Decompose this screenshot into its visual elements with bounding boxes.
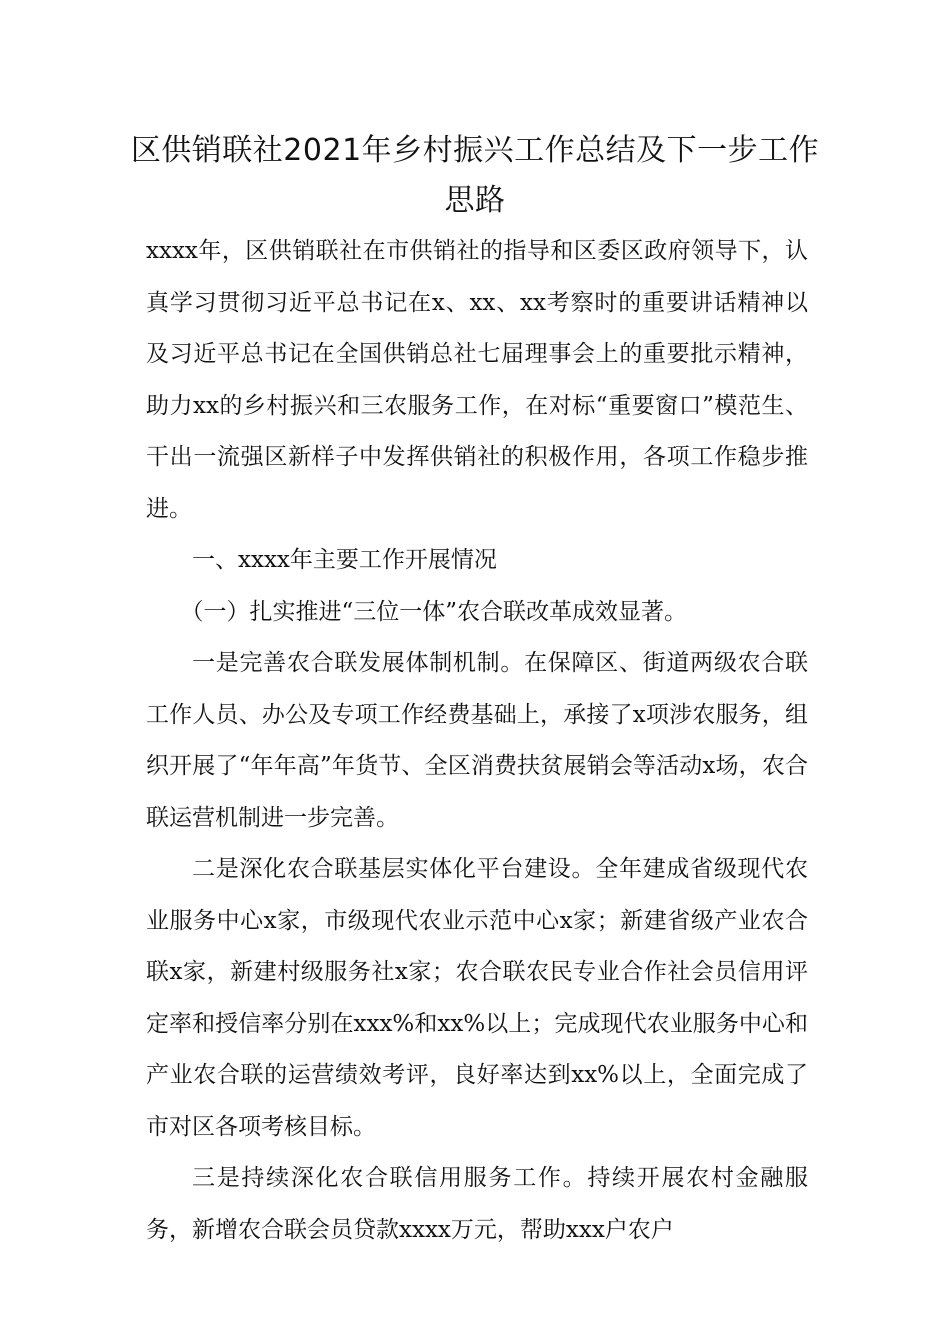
subsection-heading: （一）扎实推进“三位一体”农合联改革成效显著。 bbox=[180, 598, 688, 625]
intro-paragraph: xxxx年，区供销联社在市供销社的指导和区委区政府领导下，认真学习贯彻习近平总书记在x、xx、xx考察时的重要讲话精神以及习近平总书记在全国供销总社七届理事会上的重要批示精神，助力xx的乡村振兴和三农服务工作，在对标“重要窗口”模范生、干出一流强区新样子中发挥供销社的积极作用，各项工作稳步推进。 bbox=[146, 238, 808, 522]
body-paragraph-1: 一是完善农合联发展体制机制。在保障区、街道两级农合联工作人员、办公及专项工作经费基础上，承接了x项涉农服务，组织开展了“年年高”年货节、全区消费扶贫展销会等活动x场，农合联运营机制进一步完善。 bbox=[146, 650, 808, 831]
document-title-line-1: 区供销联社2021年乡村振兴工作总结及下一步工作 bbox=[130, 133, 820, 168]
body-paragraph-2: 二是深化农合联基层实体化平台建设。全年建成省级现代农业服务中心x家，市级现代农业示范中心x家；新建省级产业农合联x家，新建村级服务社x家；农合联农民专业合作社会员信用评定率和授信率分别在xxx%和xx%以上；完成现代农业服务中心和产业农合联的运营绩效考评，良好率达到xx%以上，全面完成了市对区各项考核目标。 bbox=[146, 856, 808, 1140]
document-body bbox=[146, 226, 808, 1256]
body-paragraph-3: 三是持续深化农合联信用服务工作。持续开展农村金融服务，新增农合联会员贷款xxxx万元，帮助xxx户农户 bbox=[146, 1165, 808, 1243]
section-heading: 一、xxxx年主要工作开展情况 bbox=[192, 547, 497, 573]
document-title-line-2: 思路 bbox=[444, 183, 506, 218]
